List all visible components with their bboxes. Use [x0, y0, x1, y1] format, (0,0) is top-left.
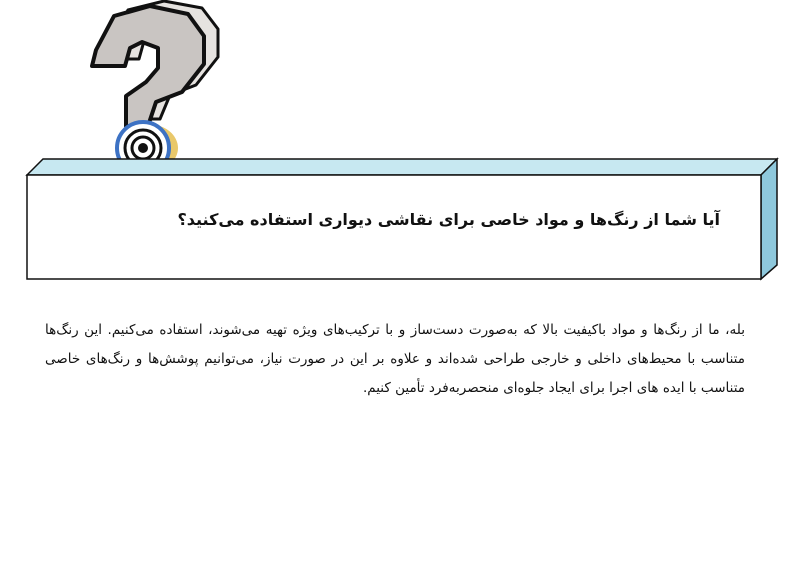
- question-mark-icon: [78, 0, 228, 175]
- faq-answer: بله، ما از رنگ‌ها و مواد باکیفیت بالا که به‌صورت دست‌ساز و با ترکیب‌های ویژه تهیه می‌شوند، استفاده می‌کنیم. این رنگ‌ها متناسب با محیط‌های داخلی و خارجی طراحی شده‌اند و علاوه بر این در صورت نیاز، می‌توانیم پوشش‌ها و رنگ‌های خاصی متناسب با ایده های اجرا برای ایجاد جلوه‌ای منحصربه‌فرد تأمین کنیم.: [45, 322, 745, 396]
- faq-question: آیا شما از رنگ‌ها و مواد خاصی برای نقاشی دیواری استفاده می‌کنید؟: [177, 210, 720, 229]
